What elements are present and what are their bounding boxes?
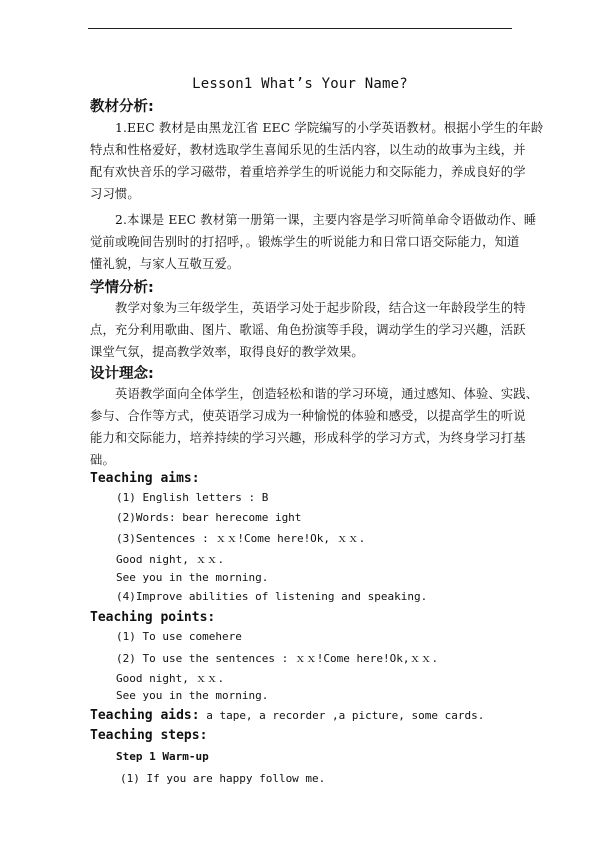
teaching-points-heading: Teaching points: xyxy=(90,610,216,625)
header-rule xyxy=(88,28,512,29)
teaching-points-line: (1) To use comehere xyxy=(116,630,242,643)
learner-analysis-line: 课堂气氛，提高教学效率，取得良好的教学效果。 xyxy=(90,345,364,359)
design-concept-line: 础。 xyxy=(90,453,115,467)
teaching-points-line: Good night, ｘｘ. xyxy=(116,672,225,685)
design-concept-line: 英语教学面向全体学生，创造轻松和谐的学习环境，通过感知、体验、实践、 xyxy=(115,387,539,401)
design-concept-heading: 设计理念: xyxy=(90,366,154,382)
step1-heading: Step 1 Warm-up xyxy=(116,750,209,763)
learner-analysis-line: 点，充分利用歌曲、图片、歌谣、角色扮演等手段，调动学生的学习兴趣，活跃 xyxy=(90,323,526,337)
step1-line: (1) If you are happy follow me. xyxy=(120,772,326,785)
teaching-steps-heading: Teaching steps: xyxy=(90,728,208,743)
teaching-aids-text: a tape, a recorder ,a picture, some cards. xyxy=(199,709,485,722)
learner-analysis-heading: 学情分析: xyxy=(90,280,154,296)
teaching-aims-line: Good night, ｘｘ. xyxy=(116,553,225,566)
textbook-analysis-p2-line: 觉前或晚间告别时的打招呼，。锻炼学生的听说能力和日常口语交际能力，知道 xyxy=(90,235,520,249)
teaching-aims-line: (4)Improve abilities of listening and speaking. xyxy=(116,590,428,603)
teaching-aims-line: (2)Words: bear herecome ight xyxy=(116,511,302,524)
teaching-aids-row xyxy=(90,708,484,723)
textbook-analysis-p1-line: 特点和性格爱好，教材选取学生喜闻乐见的生活内容，以生动的故事为主线，并 xyxy=(90,143,526,157)
textbook-analysis-p2-line: 2.本课是 EEC 教材第一册第一课，主要内容是学习听简单命令语做动作、睡 xyxy=(115,213,537,227)
design-concept-line: 能力和交际能力，培养持续的学习兴趣，形成科学的学习方式，为终身学习打基 xyxy=(90,431,526,445)
learner-analysis-line: 教学对象为三年级学生，英语学习处于起步阶段，结合这一年龄段学生的特 xyxy=(115,301,526,315)
textbook-analysis-p1-line: 配有欢快音乐的学习磁带，着重培养学生的听说能力和交际能力，养成良好的学 xyxy=(90,165,526,179)
teaching-aims-line: (1) English letters : B xyxy=(116,491,269,504)
textbook-analysis-p1-line: 习习惯。 xyxy=(90,187,140,201)
teaching-aims-line: (3)Sentences : ｘｘ!Come here!Ok, ｘｘ. xyxy=(116,532,366,545)
teaching-aims-heading: Teaching aims: xyxy=(90,471,200,486)
design-concept-line: 参与、合作等方式，使英语学习成为一种愉悦的体验和感受，以提高学生的听说 xyxy=(90,409,526,423)
teaching-aims-line: See you in the morning. xyxy=(116,571,269,584)
teaching-aids-heading: Teaching aids: xyxy=(90,708,200,723)
textbook-analysis-p2-line: 懂礼貌，与家人互敬互爱。 xyxy=(90,257,240,271)
teaching-points-line: See you in the morning. xyxy=(116,689,269,702)
textbook-analysis-p1-line: 1.EEC 教材是由黑龙江省 EEC 学院编写的小学英语教材。根据小学生的年龄 xyxy=(115,121,544,135)
textbook-analysis-heading: 教材分析: xyxy=(90,99,154,115)
teaching-points-line: (2) To use the sentences : ｘｘ!Come here!Ok,ｘｘ. xyxy=(116,652,439,665)
document-title: Lesson1 What’s Your Name? xyxy=(192,76,408,92)
